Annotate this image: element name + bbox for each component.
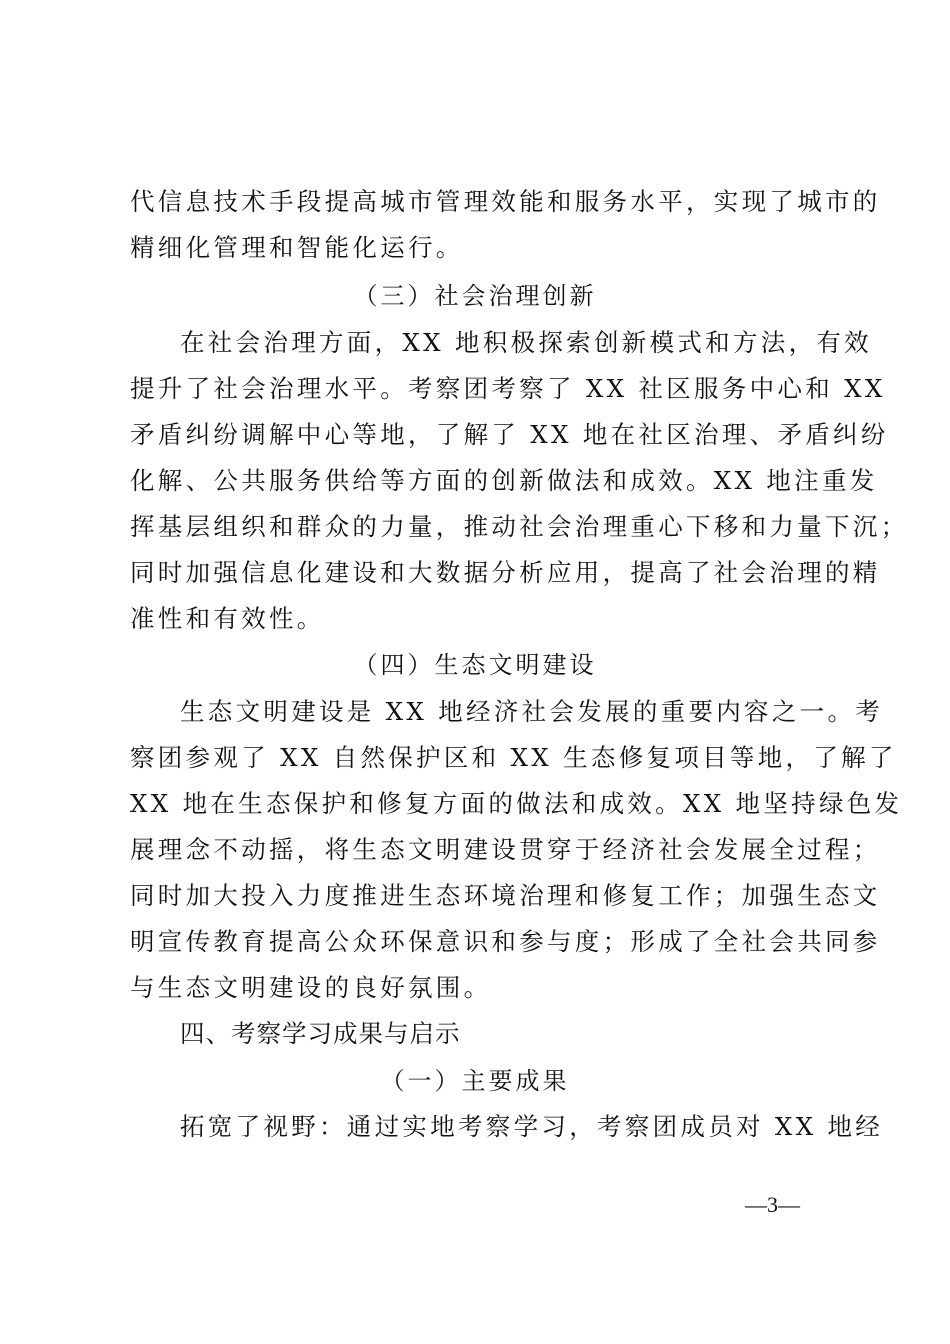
section-title: （三）社会治理创新: [353, 282, 597, 310]
paragraph-line: 明宣传教育提高公众环保意识和参与度；形成了全社会共同参: [130, 927, 881, 956]
paragraph-line: 察团参观了 XX 自然保护区和 XX 生态修复项目等地，了解了: [130, 743, 897, 772]
paragraph-line: 同时加大投入力度推进生态环境治理和修复工作；加强生态文: [130, 881, 881, 910]
chapter-heading: 四、考察学习成果与启示: [180, 1019, 461, 1048]
paragraph-line: 同时加强信息化建设和大数据分析应用，提高了社会治理的精: [130, 558, 881, 587]
paragraph-line: 与生态文明建设的良好氛围。: [130, 973, 492, 1002]
paragraph-line: 提升了社会治理水平。考察团考察了 XX 社区服务中心和 XX: [130, 374, 886, 403]
paragraph-line: 在社会治理方面，XX 地积极探索创新模式和方法，有效: [180, 328, 872, 357]
paragraph-line: 精细化管理和智能化运行。: [130, 233, 464, 262]
paragraph-line: 挥基层组织和群众的力量，推动社会治理重心下移和力量下沉；: [130, 512, 909, 541]
paragraph-line: 生态文明建设是 XX 地经济社会发展的重要内容之一。考: [180, 697, 884, 726]
paragraph-line: 拓宽了视野：通过实地考察学习，考察团成员对 XX 地经: [180, 1112, 884, 1141]
paragraph-line: 展理念不动摇，将生态文明建设贯穿于经济社会发展全过程；: [130, 835, 881, 864]
paragraph-line: 准性和有效性。: [130, 604, 325, 633]
paragraph-line: 代信息技术手段提高城市管理效能和服务水平，实现了城市的: [130, 187, 881, 216]
paragraph-line: 化解、公共服务供给等方面的创新做法和成效。XX 地注重发: [130, 466, 878, 495]
paragraph-line: 矛盾纠纷调解中心等地，了解了 XX 地在社区治理、矛盾纠纷: [130, 420, 889, 449]
section-title: （一）主要成果: [380, 1067, 570, 1095]
section-title: （四）生态文明建设: [353, 651, 597, 679]
page-number: —3—: [745, 1192, 800, 1217]
paragraph-line: XX 地在生态保护和修复方面的做法和成效。XX 地坚持绿色发: [130, 789, 903, 818]
